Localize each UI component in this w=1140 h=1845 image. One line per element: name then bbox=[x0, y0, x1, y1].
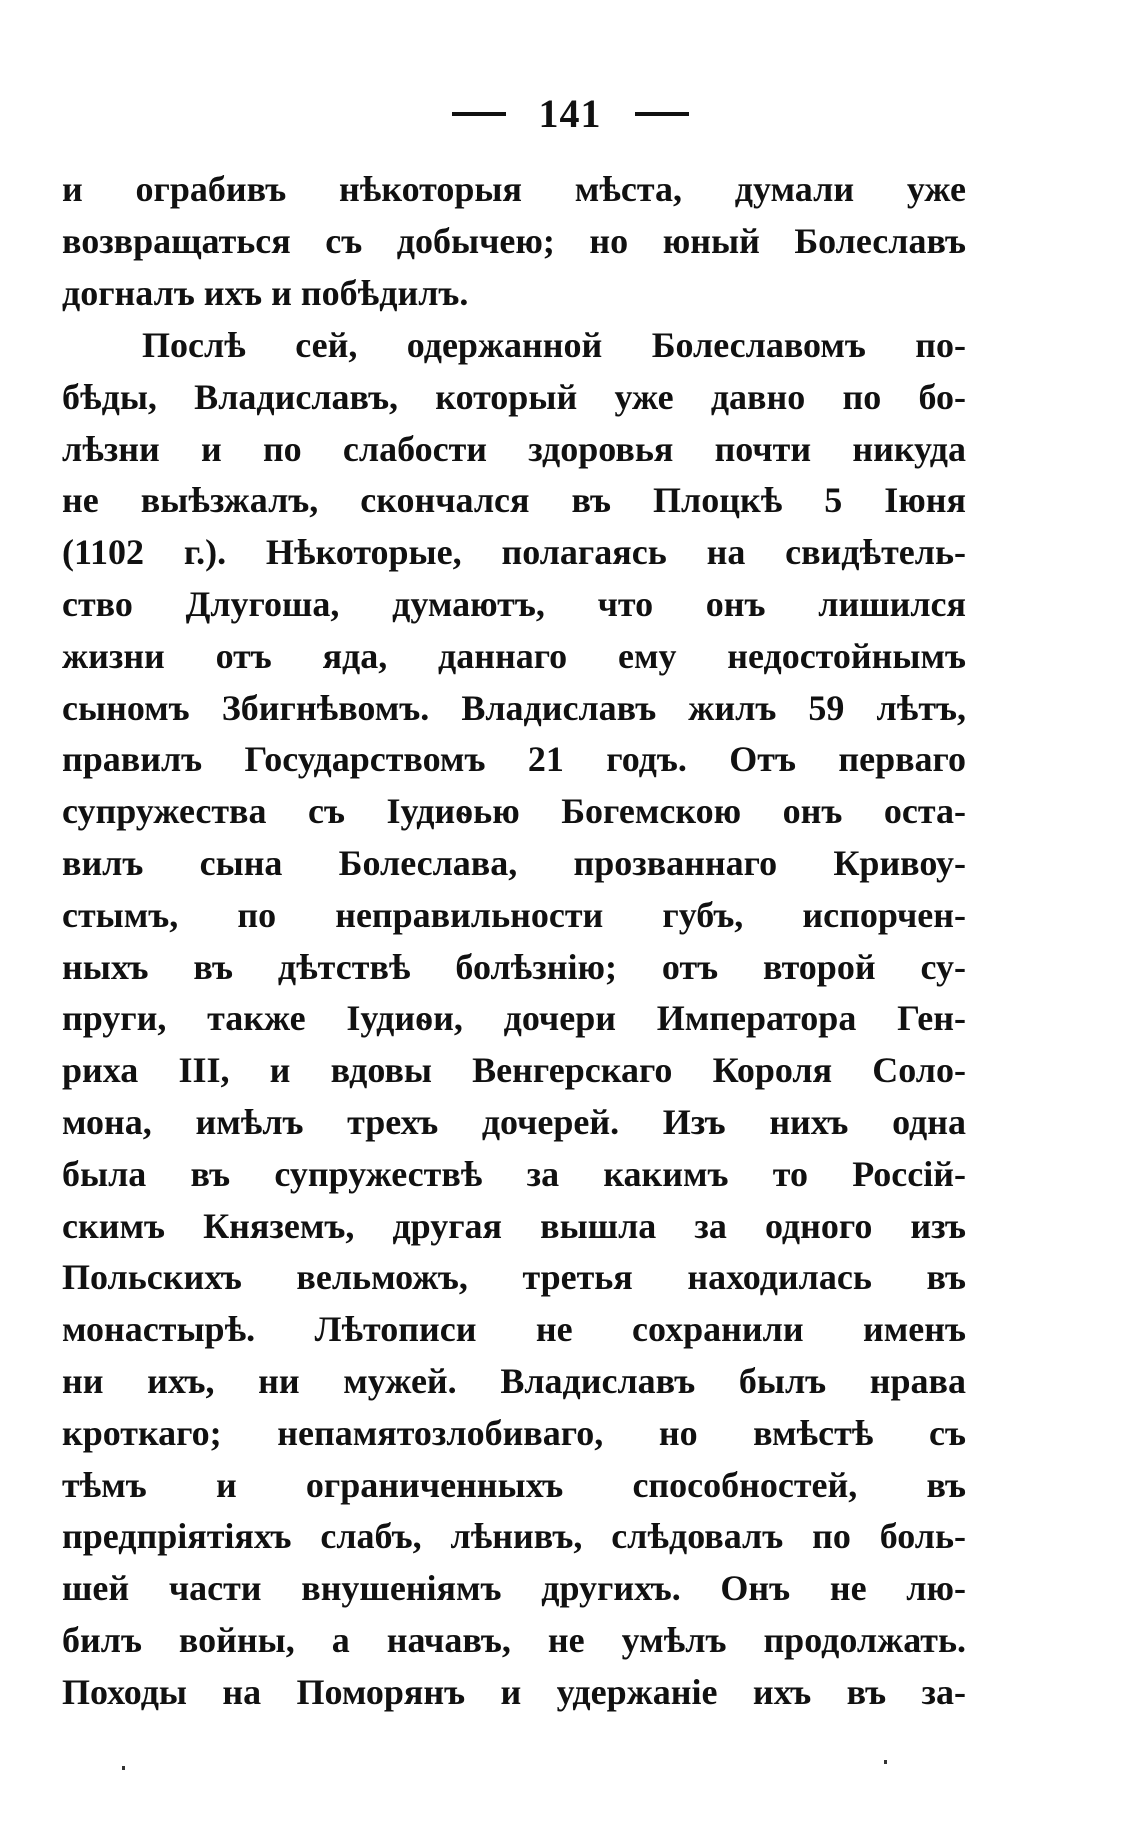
paper-speck bbox=[122, 1766, 125, 1770]
page-number: 141 bbox=[538, 91, 602, 137]
text-line: предпріятіяхъ слабъ, лѣнивъ, слѣдовалъ по боль- bbox=[62, 1516, 966, 1557]
text-line: правилъ Государствомъ 21 годъ. Отъ перваго bbox=[62, 739, 966, 780]
text-line: Походы на Поморянъ и удержаніе ихъ въ за- bbox=[62, 1671, 966, 1712]
text-line: была въ супружествѣ за какимъ то Россій- bbox=[62, 1153, 966, 1194]
header-dash-left bbox=[452, 112, 506, 116]
text-line: ныхъ въ дѣтствѣ болѣзнію; отъ второй су- bbox=[62, 946, 966, 987]
text-line: сыномъ Збигнѣвомъ. Владиславъ жилъ 59 лѣтъ, bbox=[62, 687, 966, 728]
text-line: (1102 г.). Нѣкоторые, полагаясь на свидѣтель- bbox=[62, 532, 966, 573]
paragraph-continuation bbox=[62, 164, 966, 319]
text-line: стымъ, по неправильности губъ, испорчен- bbox=[62, 894, 966, 935]
text-line: вилъ сына Болеслава, прозваннаго Кривоу- bbox=[62, 842, 966, 883]
text-line: не выѣзжалъ, скончался въ Плоцкѣ 5 Іюня bbox=[62, 480, 966, 521]
page-header bbox=[0, 86, 1140, 137]
text-line: ство Длугоша, думаютъ, что онъ лишился bbox=[62, 583, 966, 624]
text-line: билъ войны, а начавъ, не умѣлъ продолжать. bbox=[62, 1619, 966, 1660]
text-line: кроткаго; непамятозлобиваго, но вмѣстѣ съ bbox=[62, 1412, 966, 1453]
text-line: жизни отъ яда, даннаго ему недостойнымъ bbox=[62, 635, 966, 676]
text-line: шей части внушеніямъ другихъ. Онъ не лю- bbox=[62, 1568, 966, 1609]
paragraph-main bbox=[62, 320, 966, 1719]
text-line: ни ихъ, ни мужей. Владиславъ былъ нрава bbox=[62, 1360, 966, 1401]
text-line: Послѣ сей, одержанной Болеславомъ по- bbox=[142, 325, 966, 365]
text-line: пруги, также Іудиѳи, дочери Императора Ген- bbox=[62, 998, 966, 1039]
text-line: мона, имѣлъ трехъ дочерей. Изъ нихъ одна bbox=[62, 1101, 966, 1142]
text-line: Польскихъ вельможъ, третья находилась въ bbox=[62, 1257, 966, 1298]
text-line: лѣзни и по слабости здоровья почти никуда bbox=[62, 428, 966, 469]
text-line: риха III, и вдовы Венгерскаго Короля Соло- bbox=[62, 1050, 966, 1091]
text-line: возвращаться съ добычею; но юный Болеславъ bbox=[62, 220, 966, 261]
text-line: догналъ ихъ и побѣдилъ. bbox=[62, 272, 469, 313]
text-line: монастырѣ. Лѣтописи не сохранили именъ bbox=[62, 1309, 966, 1350]
header-dash-right bbox=[635, 112, 689, 116]
text-line: и ограбивъ нѣкоторыя мѣста, думали уже bbox=[62, 169, 966, 209]
text-line: тѣмъ и ограниченныхъ способностей, въ bbox=[62, 1464, 966, 1505]
text-line: бѣды, Владиславъ, который уже давно по бо- bbox=[62, 376, 966, 417]
text-line: супружества съ Іудиѳью Богемскою онъ оста- bbox=[62, 791, 966, 832]
paper-speck bbox=[884, 1760, 887, 1764]
text-line: скимъ Княземъ, другая вышла за одного изъ bbox=[62, 1205, 966, 1246]
